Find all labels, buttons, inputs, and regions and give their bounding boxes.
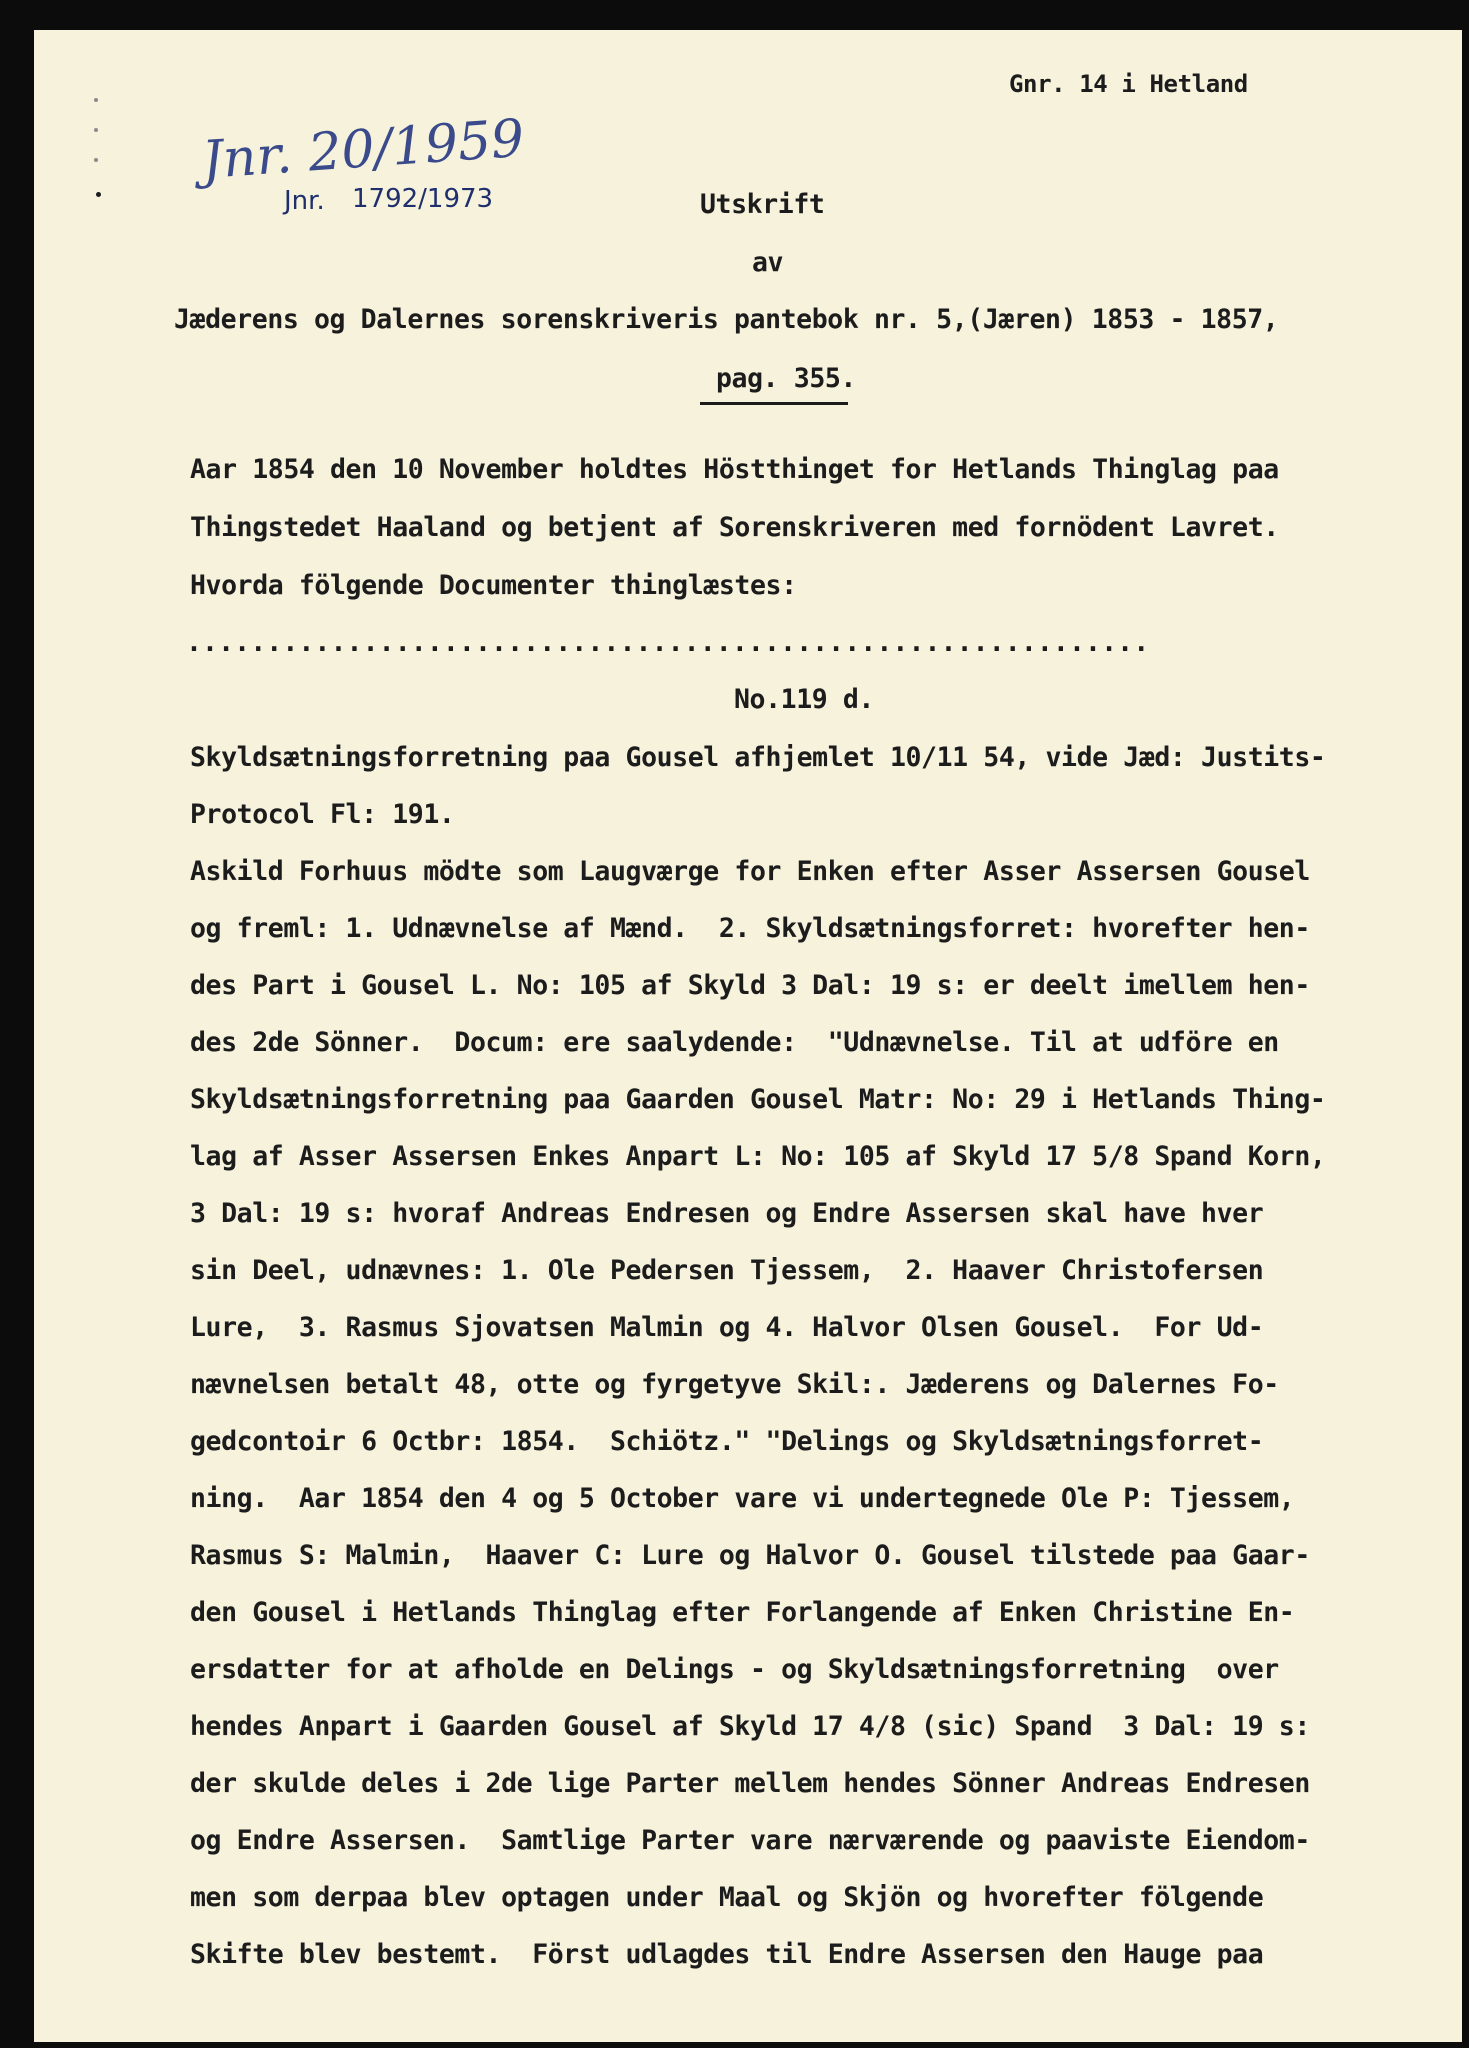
body-line: Lure, 3. Rasmus Sjovatsen Malmin og 4. Halvor Olsen Gousel. For Ud- [190, 1312, 1264, 1343]
title-line-1: Utskrift [700, 189, 825, 220]
body-line: ersdatter for at afholde en Delings - og Skyldsætningsforretning over [190, 1654, 1279, 1685]
body-line: ning. Aar 1854 den 4 og 5 October vare vi undertegnede Ole P: Tjessem, [190, 1483, 1295, 1514]
body-line: Skyldsætningsforretning paa Gousel afhjemlet 10/11 54, vide Jæd: Justits- [190, 742, 1326, 773]
farm-reference: Gnr. 14 i Hetland [1009, 70, 1248, 98]
body-line: hendes Anpart i Gaarden Gousel af Skyld 17 4/8 (sic) Spand 3 Dal: 19 s: [190, 1711, 1310, 1742]
body-line: des 2de Sönner. Docum: ere saalydende: "Udnævnelse. Til at udföre en [190, 1027, 1279, 1058]
body-line: gedcontoir 6 Octbr: 1854. Schiötz." "Delings og Skyldsætningsforret- [190, 1426, 1264, 1457]
body-line: des Part i Gousel L. No: 105 af Skyld 3 Dal: 19 s: er deelt imellem hen- [190, 970, 1310, 1001]
body-line: Askild Forhuus mödte som Laugværge for Enken efter Asser Assersen Gousel [190, 856, 1310, 887]
intro-line: Aar 1854 den 10 November holdtes Höstthinget for Hetlands Thinglag paa [190, 454, 1279, 485]
margin-mark [94, 98, 98, 102]
document-page [34, 30, 1462, 2042]
body-line: lag af Asser Assersen Enkes Anpart L: No: 105 af Skyld 17 5/8 Spand Korn, [190, 1141, 1326, 1172]
journal-stamp-prefix: Jnr. [284, 186, 325, 216]
body-line: der skulde deles i 2de lige Parter mellem hendes Sönner Andreas Endresen [190, 1768, 1310, 1799]
body-line: Skyldsætningsforretning paa Gaarden Gousel Matr: No: 29 i Hetlands Thing- [190, 1084, 1326, 1115]
handwritten-journal-number: Jnr. 20/1959 [200, 108, 527, 191]
title-line-2: av [752, 247, 784, 278]
journal-stamp-number: 1792/1973 [352, 184, 494, 214]
body-line: og freml: 1. Udnævnelse af Mænd. 2. Skyldsætningsforret: hvorefter hen- [190, 913, 1310, 944]
title-line-3: Jæderens og Dalernes sorenskriveris pantebok nr. 5,(Jæren) 1853 - 1857, [174, 304, 1279, 335]
margin-mark [94, 158, 98, 162]
body-line: Rasmus S: Malmin, Haaver C: Lure og Halvor O. Gousel tilstede paa Gaar- [190, 1540, 1310, 1571]
page-reference-underline [700, 402, 848, 405]
page-reference: pag. 355. [716, 363, 856, 394]
entry-heading: No.119 d. [734, 684, 874, 715]
margin-mark [94, 128, 98, 132]
body-line: og Endre Assersen. Samtlige Parter vare nærværende og paaviste Eiendom- [190, 1825, 1310, 1856]
body-line: men som derpaa blev optagen under Maal og Skjön og hvorefter fölgende [190, 1882, 1264, 1913]
body-line: sin Deel, udnævnes: 1. Ole Pedersen Tjessem, 2. Haaver Christofersen [190, 1255, 1264, 1286]
margin-mark [96, 192, 101, 197]
body-line: nævnelsen betalt 48, otte og fyrgetyve Skil:. Jæderens og Dalernes Fo- [190, 1369, 1279, 1400]
intro-line: Hvorda fölgende Documenter thinglæstes: [190, 570, 797, 601]
dotted-separator: ............................................................ [186, 627, 1150, 658]
intro-line: Thingstedet Haaland og betjent af Sorenskriveren med fornödent Lavret. [190, 512, 1279, 543]
body-line: Skifte blev bestemt. Först udlagdes til Endre Assersen den Hauge paa [190, 1939, 1264, 1970]
body-line: 3 Dal: 19 s: hvoraf Andreas Endresen og Endre Assersen skal have hver [190, 1198, 1264, 1229]
body-line: den Gousel i Hetlands Thinglag efter Forlangende af Enken Christine En- [190, 1597, 1295, 1628]
body-line: Protocol Fl: 191. [190, 799, 455, 830]
